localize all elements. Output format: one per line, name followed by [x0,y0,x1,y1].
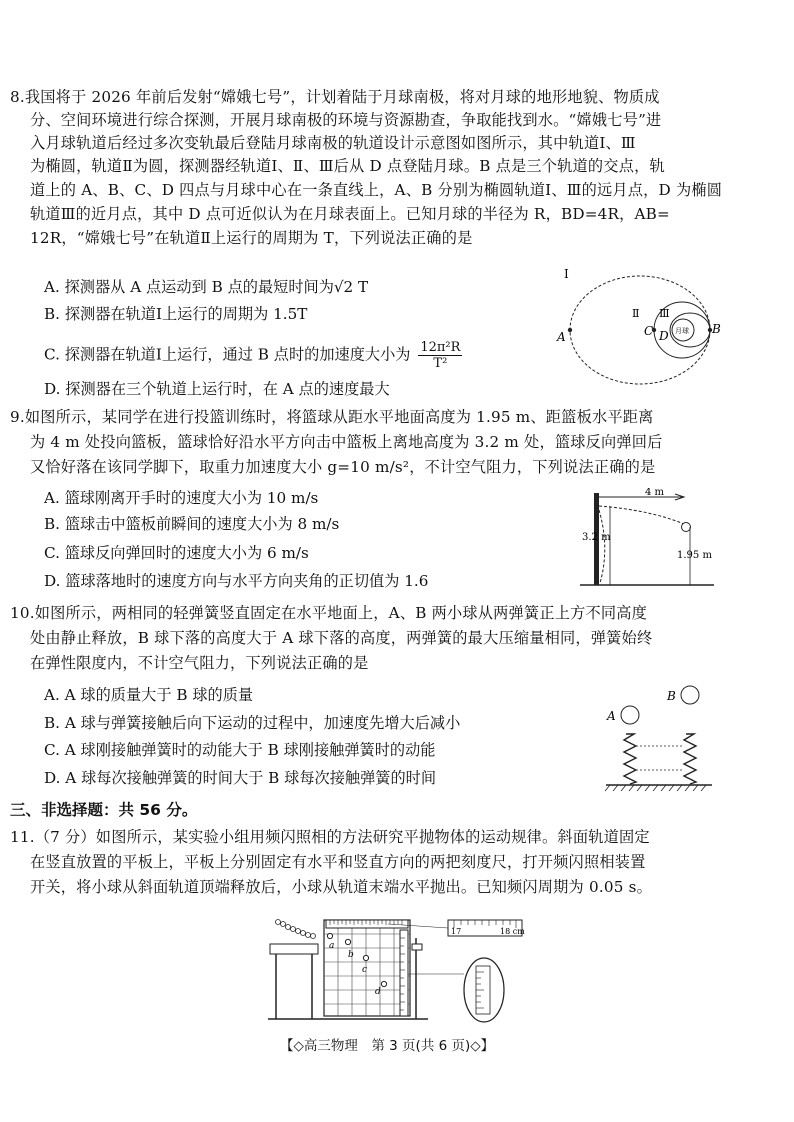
trajectory-in [599,506,684,524]
q10-line-3: 在弹性限度内，不计空气阻力，下列说法正确的是 [30,654,369,672]
point-a-label: a [329,941,335,951]
label-3-2m: 3.2 m [582,532,611,543]
q9-option-b[interactable]: B. 篮球击中篮板前瞬间的速度大小为 8 m/s [44,515,340,533]
label-b: B [667,689,676,703]
orbit-2-label: Ⅱ [632,307,640,320]
trajectory-out [599,510,605,583]
q8-line-5: 道上的 A、B、C、D 四点与月球中心在一条直线上，A、B 分别为椭圆轨道Ⅰ、Ⅲ的远月点，D 为椭圆 [30,181,723,199]
ruler-label-17: 17 [451,927,462,936]
q9-line-3: 又恰好落在该同学脚下，取重力加速度大小 g=10 m/s²，不计空气阻力，下列说法正确的是 [30,458,656,476]
q8-option-d[interactable]: D. 探测器在三个轨道上运行时，在 A 点的速度最大 [44,380,390,398]
table-top [270,944,318,954]
label-b: B [712,322,721,336]
q8-option-b[interactable]: B. 探测器在轨道Ⅰ上运行的周期为 1.5T [44,305,308,323]
ruler-label-18cm: 18 cm [500,927,525,936]
q8-option-c-fraction [418,340,462,371]
q10-spring-diagram [604,682,714,794]
q8-option-c-numerator: 12π²R [420,340,461,355]
point-a [568,328,572,332]
spring-a [624,734,636,784]
label-a: A [607,709,616,723]
q8-line-7: 12R，“嫦娥七号”在轨道Ⅱ上运行的周期为 T，下列说法正确的是 [30,229,473,247]
q11-line-2: 在竖直放置的平板上，平板上分别固定有水平和竖直方向的两把刻度尺，打开频闪照相装置 [30,853,646,871]
q10-option-b[interactable]: B. A 球与弹簧接触后向下运动的过程中，加速度先增大后减小 [44,714,461,732]
clamp [412,944,422,950]
moon-label: 月球 [675,327,689,335]
q10-option-a[interactable]: A. A 球的质量大于 B 球的质量 [44,686,254,704]
label-a: A [557,330,566,344]
spring-b [684,734,696,784]
ball-a [621,706,639,724]
point-c-label: c [362,965,368,975]
q9-line-2: 为 4 m 处投向篮板，篮球恰好沿水平方向击中篮板上离地高度为 3.2 m 处，篮球反向弹回后 [30,433,663,451]
orbit-3-label: Ⅲ [659,307,670,320]
ball-b [681,686,699,704]
q8-option-c[interactable] [44,340,462,371]
label-4m: 4 m [645,488,665,498]
q10-option-c[interactable]: C. A 球刚接触弹簧时的动能大于 B 球刚接触弹簧时的动能 [44,741,436,759]
q8-line-4: 为椭圆，轨道Ⅱ为圆，探测器经轨道Ⅰ、Ⅱ、Ⅲ后从 D 点登陆月球。B 点是三个轨道的交点，轨 [30,157,665,175]
q8-option-a[interactable]: A. 探测器从 A 点运动到 B 点的最短时间为√2 T [44,278,369,296]
point-d-label: d [375,987,381,997]
q10-line-2: 处由静止释放，B 球下落的高度大于 A 球下落的高度，两弹簧的最大压缩量相同，弹簧始终 [30,629,653,647]
vertical-ruler [400,930,408,1016]
q8-orbit-diagram [554,262,724,398]
ball-chain [276,920,316,939]
q9-basketball-diagram [580,488,715,588]
q9-line-1: 9.如图所示，某同学在进行投篮训练时，将篮球从距水平地面高度为 1.95 m、距篮板水平距离 [10,408,654,426]
q9-option-d[interactable]: D. 篮球落地时的速度方向与水平方向夹角的正切值为 1.6 [44,572,429,590]
basketball [682,523,691,532]
q11-experiment-diagram [268,914,528,1024]
q11-line-1: 11.（7 分）如图所示，某实验小组用频闪照相的方法研究平抛物体的运动规律。斜面轨道固定 [10,828,650,846]
q8-line-3: 入月球轨道后经过多次变轨最后登陆月球南极的轨道设计示意图如图所示，其中轨道Ⅰ、Ⅲ [30,134,636,152]
q8-option-c-text: C. 探测器在轨道Ⅰ上运行，通过 B 点时的加速度大小为 [44,345,411,364]
ground-hatching [605,785,706,791]
page-footer: 【◇高三物理 第 3 页(共 6 页)◇】 [280,1038,495,1054]
q10-option-d[interactable]: D. A 球每次接触弹簧的时间大于 B 球每次接触弹簧的时间 [44,769,437,787]
orbit-1-label: Ⅰ [564,267,569,281]
q8-line-6: 轨道Ⅲ的近月点，其中 D 点可近似认为在月球表面上。已知月球的半径为 R，BD=4R，AB= [30,205,670,223]
point-b-label: b [348,950,354,960]
label-d: D [659,329,669,343]
q10-line-1: 10.如图所示，两相同的轻弹簧竖直固定在水平地面上，A、B 两小球从两弹簧正上方不同高度 [10,604,648,622]
q9-option-c[interactable]: C. 篮球反向弹回时的速度大小为 6 m/s [44,544,309,562]
q9-option-a[interactable]: A. 篮球刚离开手时的速度大小为 10 m/s [44,489,319,507]
q11-line-3: 开关，将小球从斜面轨道顶端释放后，小球从轨道末端水平抛出。已知频闪周期为 0.05 s。 [30,878,653,896]
q8-line-2: 分、空间环境进行综合探测，开展月球南极的环境与资源勘查，争取能找到水。“嫦娥七号”进 [30,111,662,129]
label-c: C [644,324,654,338]
section-3-heading: 三、非选择题：共 56 分。 [10,801,198,819]
q8-option-c-denominator: T² [433,356,448,371]
label-1-95m: 1.95 m [677,550,712,561]
q8-line-1: 8.我国将于 2026 年前后发射“嫦娥七号”，计划着陆于月球南极，将对月球的地形地貌、物质成 [10,88,660,106]
